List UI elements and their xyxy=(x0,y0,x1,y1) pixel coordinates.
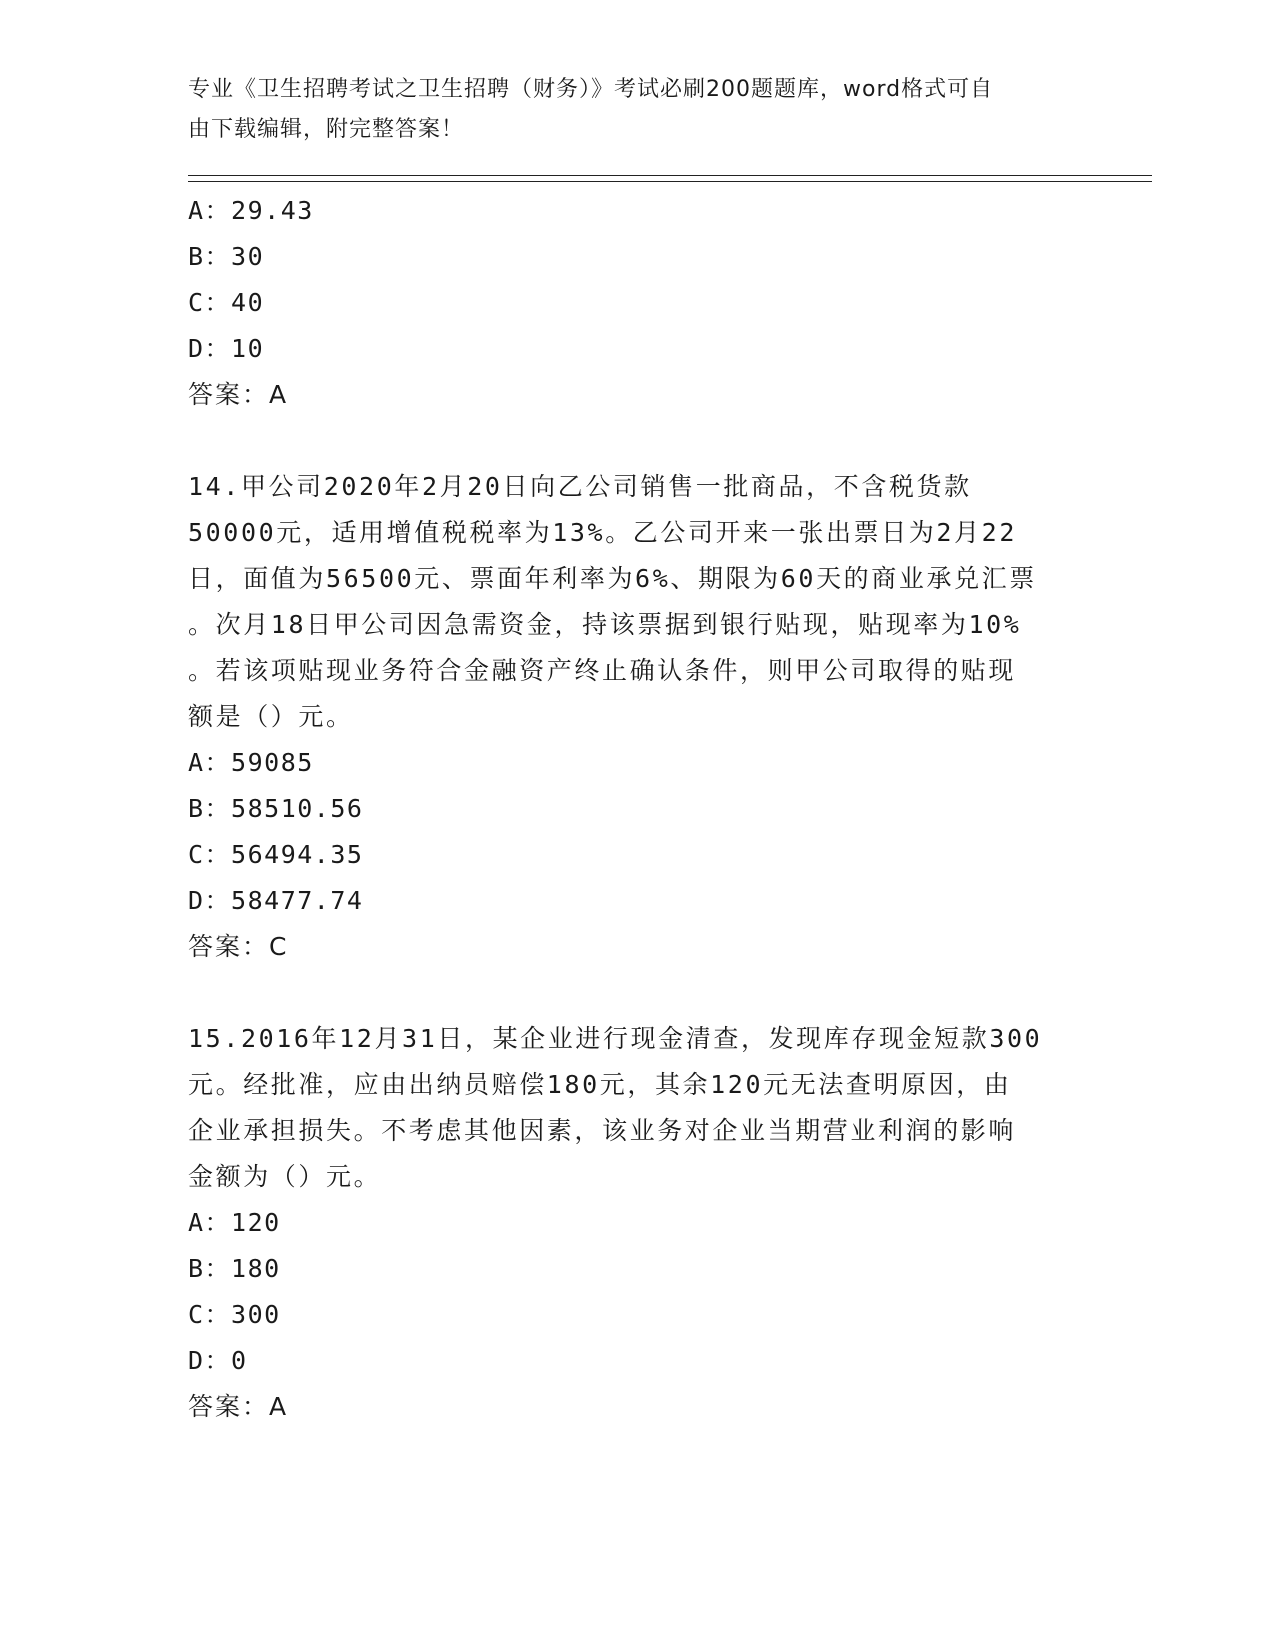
question-13-options xyxy=(188,188,1088,372)
option-b: B：30 xyxy=(188,242,265,271)
question-15-answer: 答案：A xyxy=(188,1392,289,1421)
stem-line: 。次月18日甲公司因急需资金，持该票据到银行贴现，贴现率为10% xyxy=(188,610,1022,639)
question-13-answer: 答案：A xyxy=(188,380,289,409)
header-divider-top xyxy=(188,175,1152,176)
option-a: A：59085 xyxy=(188,748,314,777)
option-d: D：0 xyxy=(188,1346,248,1375)
question-list xyxy=(188,188,1088,1430)
stem-line: 日，面值为56500元、票面年利率为6%、期限为60天的商业承兑汇票 xyxy=(188,564,1037,593)
header-divider-bottom xyxy=(188,181,1152,182)
document-header xyxy=(188,70,1068,150)
stem-line: 额是（）元。 xyxy=(188,702,354,731)
option-d: D：58477.74 xyxy=(188,886,364,915)
stem-line: 企业承担损失。不考虑其他因素，该业务对企业当期营业利润的影响 xyxy=(188,1116,1017,1145)
question-14 xyxy=(188,464,1088,970)
question-13 xyxy=(188,188,1088,418)
question-15-stem xyxy=(188,1016,1088,1200)
stem-line: 15.2016年12月31日，某企业进行现金清查，发现库存现金短款300 xyxy=(188,1024,1043,1053)
question-15 xyxy=(188,1016,1088,1430)
stem-line: 50000元，适用增值税税率为13%。乙公司开来一张出票日为2月22 xyxy=(188,518,1017,547)
question-14-stem xyxy=(188,464,1088,740)
option-d: D：10 xyxy=(188,334,265,363)
stem-line: 。若该项贴现业务符合金融资产终止确认条件，则甲公司取得的贴现 xyxy=(188,656,1017,685)
option-a: A：29.43 xyxy=(188,196,314,225)
header-line-2: 由下载编辑，附完整答案！ xyxy=(188,117,465,142)
stem-line: 金额为（）元。 xyxy=(188,1162,382,1191)
option-c: C：300 xyxy=(188,1300,281,1329)
option-b: B：58510.56 xyxy=(188,794,364,823)
question-14-options xyxy=(188,740,1088,924)
spacer xyxy=(188,418,1088,464)
option-b: B：180 xyxy=(188,1254,281,1283)
option-a: A：120 xyxy=(188,1208,281,1237)
option-c: C：40 xyxy=(188,288,265,317)
stem-line: 14.甲公司2020年2月20日向乙公司销售一批商品，不含税货款 xyxy=(188,472,972,501)
question-15-options xyxy=(188,1200,1088,1384)
stem-line: 元。经批准，应由出纳员赔偿180元，其余120元无法查明原因，由 xyxy=(188,1070,1012,1099)
question-14-answer: 答案：C xyxy=(188,932,289,961)
spacer xyxy=(188,970,1088,1016)
header-line-1: 专业《卫生招聘考试之卫生招聘（财务）》考试必刷200题题库，word格式可自 xyxy=(188,77,994,102)
option-c: C：56494.35 xyxy=(188,840,364,869)
